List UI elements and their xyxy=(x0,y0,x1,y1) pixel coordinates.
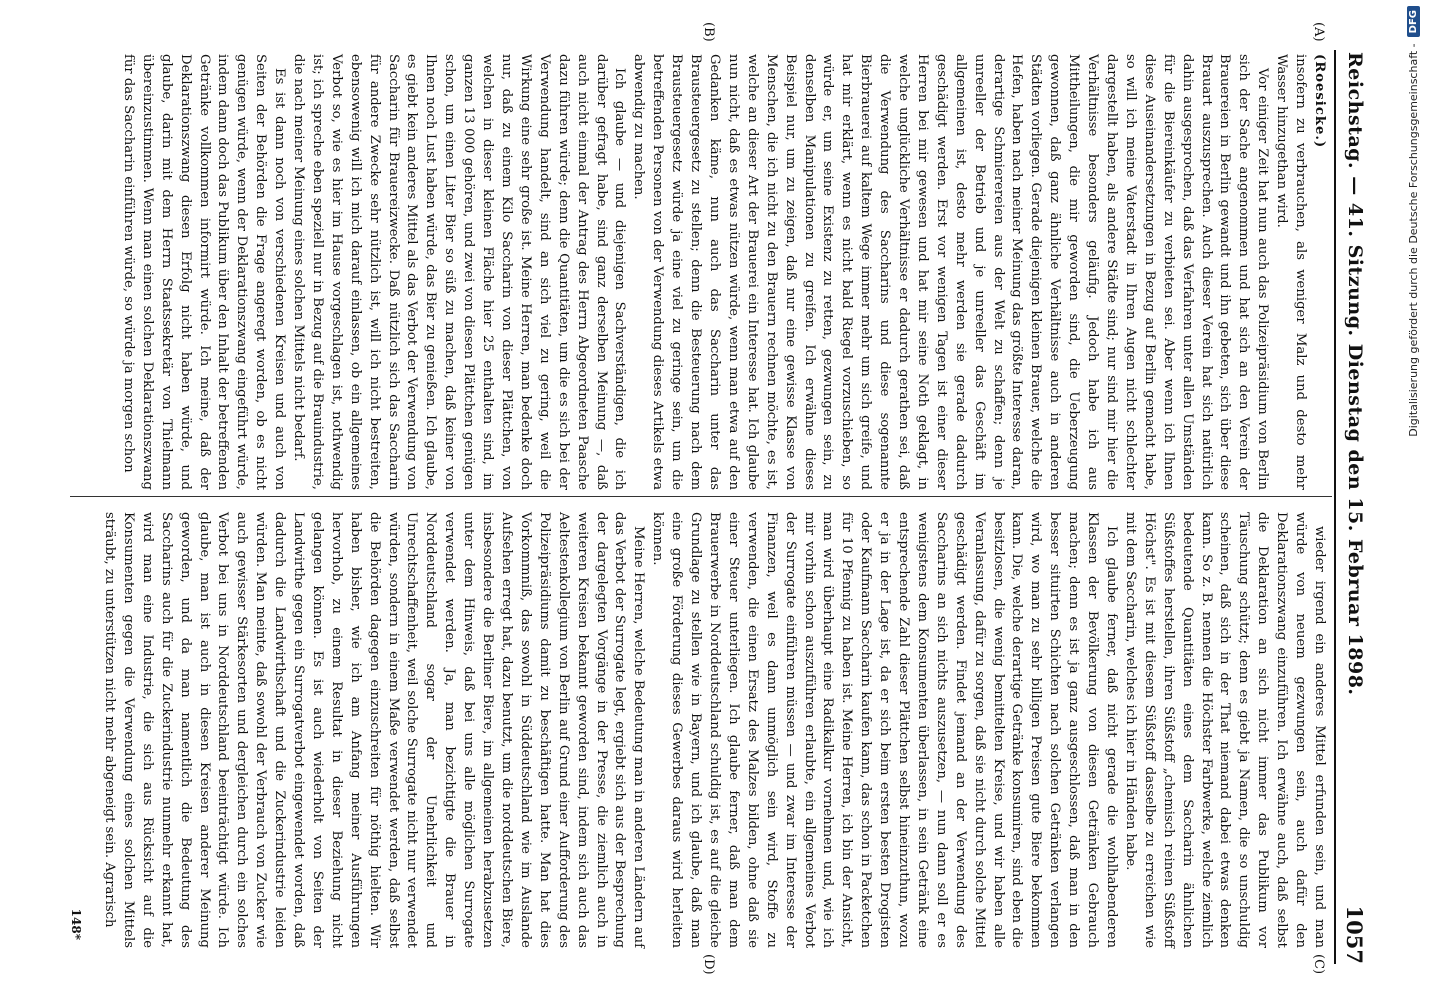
page-number: 1057 xyxy=(1342,905,1368,964)
dfg-logo: DFG xyxy=(1407,6,1420,37)
right-column xyxy=(99,512,1328,948)
paragraph: Ich glaube ferner, daß nicht gerade die wohlhabenderen Klassen der Bevölkerung von diesen Getränken Gebrauch machen; denn es ist ja ganz ausgeschlossen, daß man in den besser situirten Schichten nach solchen Getränken verlangen wird, wo man zu sehr billigen Preisen gute Biere bekommen kann. Die, welche derartige Getränke konsumiren, sind eben die besitzlosen, die wenig bemittelten Kreise, und wir haben alle Veranlassung, dafür zu sorgen, daß sie nicht durch solche Mittel geschädigt werden. Findet jemand an der Verwendung des Saccharins an sich nichts auszusetzen, — nun dann soll er es wenigstens dem Konsumenten überlassen, in sein Getränk eine entsprechende Zahl dieser Plättchen selbst hineinzuthun, wozu er ja in der Lage ist, da er sich beim ersten besten Drogisten oder Kaufmann Saccharin kaufen kann, das schon in Packetchen für 10 Pfennig zu haben ist. Meine Herren, ich bin der Ansicht, man wird überhaupt eine Radikalkur vornehmen und, wie ich mir vorhin schon auszuführen erlaubte, ein allgemeines Verbot der Surrogate einführen müssen — und zwar im Interesse der Finanzen, weil es dann unmöglich sein wird, Stoffe zu verwenden, die einen Ersatz des Malzes bilden, ohne daß sie einer Steuer unterliegen. Ich glaube ferner, daß man dem Brauerwerbe in Norddeutschland schuldig ist, es auf die gleiche Grundlage zu stellen wie in Bayern, und ich glaube, daß man eine große Förderung dieses Gewerbes daraus wird herleiten können. xyxy=(650,512,1120,948)
paragraph xyxy=(1271,54,1328,490)
credit-text: Digitalisierung gefördert durch die Deutsche Forschungsgemeinschaft - xyxy=(1406,43,1420,437)
paragraph: Vor einiger Zeit hat nun auch das Polizeipräsidium von Berlin sich der Sache angenommen und hat sich an den Verein der Brauereien in Berlin gewandt und ihn gebeten, sich über diese Brauart auszusprechen. Auch dieser Verein hat sich natürlich dahin ausgesprochen, daß das Verfahren unter allen Umständen für die Biereinkäufer zu verbieten sei. Aber wenn ich Ihnen diese Auseinandersetzungen in Bezug auf Berlin gemacht habe, so will ich meine Vaterstadt in Ihren Augen nicht schlechter dargestellt haben, als andere Städte sind; nur sind mir hier die Verhältnisse besonders geläufig. Jedoch habe ich aus Mittheilungen, die mir geworden sind, die Ueberzeugung gewonnen, daß ganz ähnliche Verhältnisse auch in anderen Städten vorliegen. Gerade diejenigen kleinen Brauer, welche die Hefen, haben nach meiner Meinung das größte Interesse daran, derartige Schmierereien aus der Welt zu schaffen; denn je unreeller der Betrieb und je unreeller das Geschäft im allgemeinen ist, desto mehr werden sie gerade dadurch geschädigt werden. Erst vor wenigen Tagen ist einer dieser Herren bei mir gewesen und hat mir seine Noth geklagt, in welche unglückliche Verhältnisse er dadurch gerathen sei, daß die Verwendung des Saccharins und diese sogenannte Bierbrauerei auf kaltem Wege immer mehr um sich greife, und hat mir erklärt, wenn es nicht bald Riegel vorzuschieben, so würde er, um seine Existenz zu retten, gezwungen sein, zu denselben Manipulationen zu greifen. Ich erwähne dieses Beispiel nur, um zu zeigen, daß nur eine gewisse Klasse von Menschen, die ich nicht zu den Brauern rechnen möchte, es ist, welche an dieser Art der Brauerei ein Interesse hat. Ich glaube nun nicht, daß es etwas nützen würde, wenn man etwa auf den Gedanken käme, nun auch das Saccharin unter das Brausteuergesetz zu stellen; denn die Besteuerung nach dem Brausteuergesetz würde ja eine viel zu geringe sein, um die betreffenden Personen von der Verwendung dieses Artikels etwa abwendig zu machen. xyxy=(631,54,1271,490)
page-header xyxy=(1340,52,1370,964)
rotated-document-page xyxy=(48,0,1388,1000)
paragraph: wieder irgend ein anderes Mittel erfunden sein, und man würde von neuem gezwungen sein, auch dafür den Deklarationszwang einzuführen. Ich erwähne auch, daß selbst die Deklaration an sich nicht immer das Publikum vor Täuschung schützt; denn es giebt ja Namen, die so unschuldig scheinen, daß sich in der That niemand dabei etwas denken kann. So z. B. nennen die Höchster Farbwerke, welche ziemlich bedeutende Quantitäten eines dem Saccharin ähnlichen Süßstoffes herstellen, ihren Süßstoff „chemisch reinen Süßstoff Höchst". Es ist mit diesem Süßstoff dasselbe zu erreichen wie mit dem Saccharin, welches ich hier in Händen habe. xyxy=(1122,512,1327,948)
header-rule xyxy=(1334,50,1336,964)
left-column xyxy=(118,54,1328,490)
margin-marker-d: (D) xyxy=(701,954,716,975)
header-session-date: Reichstag. — 41. Sitzung. Dienstag den 15. Februar 1898. xyxy=(1344,52,1366,696)
paragraph: Ich glaube — und diejenigen Sachverständigen, die ich darüber gefragt habe, sind ganz derselben Meinung —, daß auch nicht einmal der Antrag des Herrn Abgeordneten Paasche dazu führen würde; denn die Quantitäten, um die es sich bei der Verwendung handelt, sind an sich viel zu gering, weil die Wirkung eine sehr große ist. Meine Herren, man bedenke doch nur, daß zu einem Kilo Saccharin von dieser Plättchen, von welchen in dieser kleinen Fläche hier 25 enthalten sind, im ganzen 13 000 gehören, und zwei von diesen Plättchen genügen schon, um einen Liter Bier so süß zu machen, daß keiner von Ihnen noch Lust haben würde, das Bier zu genießen. Ich glaube, es giebt kein anderes Mittel als das Verbot der Verwendung von Saccharin für Brauereizwecke. Daß nützlich sich das Saccharin für andere Zwecke sehr nützlich ist, will ich nicht bestreiten, ebensowenig will ich mich darauf einlassen, ob ein allgemeines Verbot so, wie es hier im Hause vorgeschlagen ist, nothwendig ist; ich spreche eben speziell nur in Bezug auf die Brauindustrie, die nach meiner Meinung eines solchen Mittels nicht bedarf. xyxy=(291,54,628,490)
margin-marker-a: (A) xyxy=(1311,22,1326,42)
margin-marker-b: (B) xyxy=(701,22,716,42)
digitization-credit xyxy=(1396,6,1430,994)
speaker-name: (Roesicke.) xyxy=(1312,54,1327,149)
paragraph: Es ist dann noch von verschiedenen Kreisen und auch von Seiten der Behörden die Frage angeregt worden, ob es nicht genügen würde, wenn der Deklarationszwang eingeführt würde, indem dann doch das Publikum über den Inhalt der betreffenden Getränke vollkommen informirt würde. Ich meine, daß der Deklarationszwang diesen Erfolg nicht haben würde, und glaube, darin mit dem Herrn Staatssekretär von Thielmann übereinzustimmen. Wenn man einen solchen Deklarationszwang für das Saccharin einführen würde, so würde ja morgen schon xyxy=(120,54,288,490)
paragraph: Meine Herren, welche Bedeutung man in anderen Ländern auf das Verbot der Surrogate legt, ergiebt sich aus der Besprechung der dargelegten Vorgänge in der Presse, die ziemlich auch in weiteren Kreisen bekannt geworden sind, indem sich auch das Aeltestenkollegium von Berlin auf Grund einer Aufforderung des Polizeipräsidiums damit zu beschäftigen hatte. Man hat dies Vorkommniß, das sowohl in Süddeutschland wie im Auslande Aufsehen erregt hat, dazu benutzt, um die norddeutschen Biere, insbesondere die Berliner Biere, im allgemeinen herabzusetzen unter dem Hinweis, daß bei uns alle möglichen Surrogate verwendet werden. Ja, man bezichtigte die Brauer in Norddeutschland sogar der Unehrlichkeit und Unrechtschaffenheit, weil solche Surrogate nicht nur verwendet würden, sondern in einem Maße verwendet werden, daß selbst die Behörden dagegen einzuschreiten für nöthig hielten. Wir haben bisher, wie ich am Anfang meiner Ausführungen hervorhob, zu einem Resultat in dieser Beziehung nicht gelangen können. Es ist auch wiederholt von Seiten der Landwirthe gegen ein Surrogatverbot eingewendet worden, daß dadurch die Landwirthschaft und die Zuckerindustrie leiden würden. Man meinte, daß sowohl der Verbrauch von Zucker wie auch gewisser Stärkesorten und dergleichen durch ein solches Verbot bei uns in Norddeutschland beeinträchtigt würde. Ich glaube, man ist auch in diesen Kreisen anderer Meinung geworden, und da man namentlich die Bedeutung des Saccharins auch für die Zuckerindustrie nunmehr erkannt hat, wird man eine Industrie, die sich aus Rücksicht auf die Konsumenten gegen die Verwendung eines solchen Mittels sträubt, zu unterstützen nicht mehr abgeneigt sein. Agrarisch xyxy=(102,512,647,948)
paragraph-text: insofern zu verbrauchen, als weniger Malz und desto mehr Wasser hinzugethan wird. xyxy=(1274,54,1309,490)
margin-marker-c: (C) xyxy=(1311,954,1326,975)
column-divider xyxy=(70,496,1332,497)
page-signature: 148* xyxy=(69,908,83,940)
